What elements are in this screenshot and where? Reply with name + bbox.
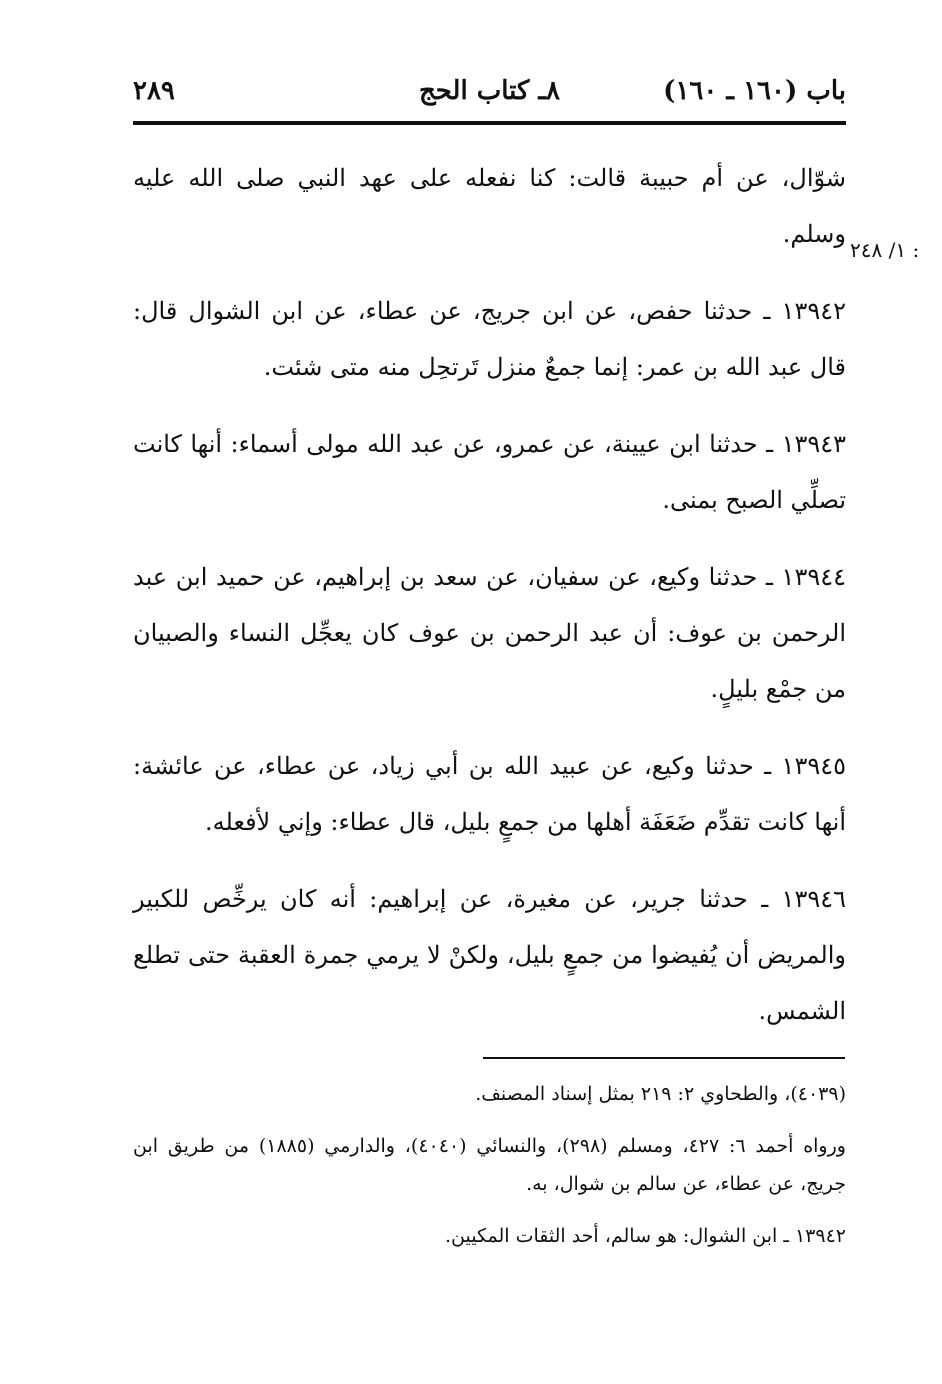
paragraph: ١٣٩٤٤ ـ حدثنا وكيع، عن سفيان، عن سعد بن إبراهيم، عن حميد ابن عبد الرحمن بن عوف: أن عبد الرحمن بن عوف كان يعجِّل النساء والصبيان من جمْع بليلٍ. (133, 563, 847, 703)
footnote: ١٣٩٤٢ ـ ابن الشوال: هو سالم، أحد الثقات المكيين. (445, 1225, 846, 1247)
page-header (133, 76, 846, 116)
margin-reference: ١/ ٢٤٨ : (850, 238, 920, 262)
footnote: (٤٠٣٩)، والطحاوي ٢: ٢١٩ بمثل إسناد المصنف. (475, 1083, 846, 1105)
paragraph: ١٣٩٤٦ ـ حدثنا جرير، عن مغيرة، عن إبراهيم: أنه كان يرخِّص للكبير والمريض أن يُفيضوا من جمعٍ بليل، ولكنْ لا يرمي جمرة العقبة حتى تطلع الشمس. (133, 885, 846, 1025)
page-number: ٢٨٩ (133, 76, 175, 106)
book-title: ٨ـ كتاب الحج (418, 76, 561, 106)
chapter-heading: باب (١٦٠ ـ ١٦٠) (663, 76, 846, 106)
footnote-separator (483, 1057, 845, 1059)
header-rule (133, 121, 846, 125)
paragraph: ١٣٩٤٣ ـ حدثنا ابن عيينة، عن عمرو، عن عبد الله مولى أسماء: أنها كانت تصلِّي الصبح بمنى. (133, 430, 847, 514)
paragraph: شوّال، عن أم حبيبة قالت: كنا نفعله على عهد النبي صلى الله عليه وسلم. (133, 164, 846, 248)
paragraph: ١٣٩٤٢ ـ حدثنا حفص، عن ابن جريج، عن عطاء، عن ابن الشوال قال: قال عبد الله بن عمر: إنما جمعٌ منزل تَرتحِل منه متى شئت. (133, 297, 846, 381)
main-text (133, 150, 846, 1060)
paragraph: ١٣٩٤٥ ـ حدثنا وكيع، عن عبيد الله بن أبي زياد، عن عطاء، عن عائشة: أنها كانت تقدِّم ضَعَفَة أهلها من جمعٍ بليل، قال عطاء: وإني لأفعله. (133, 752, 846, 836)
footnote: ورواه أحمد ٦: ٤٢٧، ومسلم (٢٩٨)، والنسائي (٤٠٤٠)، والدارمي (١٨٨٥) من طريق ابن جريج، عن عطاء، عن سالم بن شوال، به. (133, 1135, 846, 1195)
footnotes (133, 1075, 846, 1269)
